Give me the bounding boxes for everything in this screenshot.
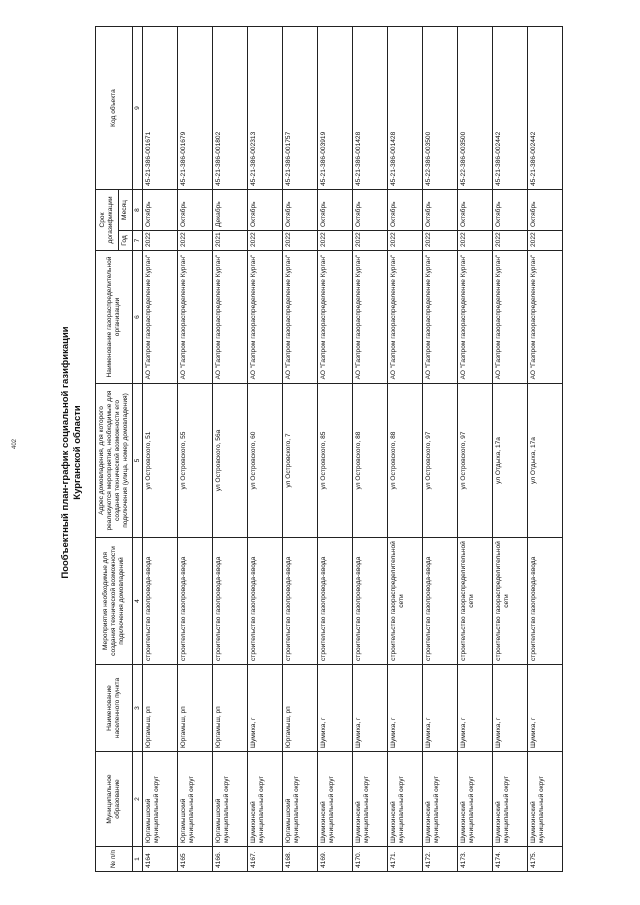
cell-settlement: Шумиха, г (248, 665, 283, 752)
cell-num: 4172. (423, 847, 458, 872)
table-row (353, 27, 388, 872)
cell-settlement: Юргамыш, рп (283, 665, 318, 752)
cell-code: 45-21-386-001802 (213, 27, 248, 190)
cell-activity: строительство газораспределительной сети (493, 538, 528, 665)
page-number: 402 (12, 439, 18, 450)
table-row (423, 27, 458, 872)
header-municipality: Муниципальное образование (96, 752, 133, 847)
cell-settlement: Шумиха, г (528, 665, 563, 752)
cell-year: 2022 (318, 231, 353, 251)
col-number: 5 (133, 384, 143, 538)
cell-municipality: Шумихинский муниципальный округ (318, 752, 353, 847)
cell-num: 4171. (388, 847, 423, 872)
cell-org: АО "Газпром газораспределение Курган" (248, 251, 283, 384)
cell-month: Октябрь (423, 190, 458, 231)
cell-municipality: Шумихинский муниципальный округ (493, 752, 528, 847)
page-title (60, 0, 84, 905)
cell-year: 2022 (528, 231, 563, 251)
gasification-table (95, 26, 563, 872)
cell-municipality: Юргамышский муниципальный округ (213, 752, 248, 847)
cell-address: ул Отдыха, 17а (528, 384, 563, 538)
cell-month: Октябрь (248, 190, 283, 231)
cell-org: АО "Газпром газораспределение Курган" (318, 251, 353, 384)
cell-address: ул Островского, 88 (388, 384, 423, 538)
cell-activity: строительство газопровода-ввода (528, 538, 563, 665)
cell-code: 45-21-386-001757 (283, 27, 318, 190)
cell-code: 45-21-386-003919 (318, 27, 353, 190)
cell-activity: строительство газопровода-ввода (353, 538, 388, 665)
column-number-row (133, 27, 143, 872)
header-term: Срок догазификации (96, 190, 119, 251)
cell-settlement: Шумиха, г (493, 665, 528, 752)
cell-settlement: Юргамыш, рп (143, 665, 178, 752)
cell-org: АО "Газпром газораспределение Курган" (353, 251, 388, 384)
title-line-2: Курганской области (72, 405, 83, 500)
cell-code: 45-21-386-001671 (143, 27, 178, 190)
cell-num: 4170. (353, 847, 388, 872)
cell-address: ул Островского, 97 (458, 384, 493, 538)
cell-code: 45-21-386-002442 (493, 27, 528, 190)
cell-org: АО "Газпром газораспределение Курган" (213, 251, 248, 384)
cell-num: 4174. (493, 847, 528, 872)
table-row (283, 27, 318, 872)
cell-address: ул Островского, 55 (178, 384, 213, 538)
cell-org: АО "Газпром газораспределение Курган" (388, 251, 423, 384)
cell-num: 4164 (143, 847, 178, 872)
col-number: 9 (133, 27, 143, 190)
cell-municipality: Шумихинский муниципальный округ (528, 752, 563, 847)
cell-org: АО "Газпром газораспределение Курган" (458, 251, 493, 384)
cell-org: АО "Газпром газораспределение Курган" (178, 251, 213, 384)
col-number: 3 (133, 665, 143, 752)
cell-address: ул Островского, 97 (423, 384, 458, 538)
cell-address: ул Островского, 88 (353, 384, 388, 538)
cell-num: 4168. (283, 847, 318, 872)
cell-settlement: Шумиха, г (318, 665, 353, 752)
col-number: 1 (133, 847, 143, 872)
cell-address: ул Островского, 60 (248, 384, 283, 538)
header-activity: Мероприятия необходимые для создания технической возможности подключения домовладений (96, 538, 133, 665)
table-row (248, 27, 283, 872)
cell-activity: строительство газораспределительной сети (458, 538, 493, 665)
header-code: Код объекта (96, 27, 133, 190)
cell-year: 2022 (248, 231, 283, 251)
col-number: 2 (133, 752, 143, 847)
table-row (493, 27, 528, 872)
cell-address: ул Островского, 56а (213, 384, 248, 538)
cell-year: 2022 (423, 231, 458, 251)
cell-num: 4166. (213, 847, 248, 872)
cell-code: 45-21-386-002313 (248, 27, 283, 190)
cell-year: 2022 (458, 231, 493, 251)
cell-year: 2022 (353, 231, 388, 251)
cell-activity: строительство газораспределительной сети (388, 538, 423, 665)
header-org: Наименование газораспределительной организации (96, 251, 133, 384)
cell-activity: строительство газопровода-ввода (178, 538, 213, 665)
header-settlement: Наименование населенного пункта (96, 665, 133, 752)
table-row (388, 27, 423, 872)
cell-month: Октябрь (493, 190, 528, 231)
cell-year: 2022 (178, 231, 213, 251)
header-address: Адрес домовладения, для которого реализуются мероприятия, необходимые для создания технической возможности его подключения (улица, номер домовладения) (96, 384, 133, 538)
col-number: 8 (133, 190, 143, 231)
cell-month: Октябрь (528, 190, 563, 231)
table-row (528, 27, 563, 872)
col-number: 6 (133, 251, 143, 384)
cell-year: 2022 (143, 231, 178, 251)
cell-activity: строительство газопровода-ввода (283, 538, 318, 665)
cell-org: АО "Газпром газораспределение Курган" (423, 251, 458, 384)
cell-municipality: Шумихинский муниципальный округ (423, 752, 458, 847)
cell-address: ул Отдыха, 17а (493, 384, 528, 538)
cell-municipality: Юргамышский муниципальный округ (143, 752, 178, 847)
table-row (213, 27, 248, 872)
cell-activity: строительство газопровода-ввода (248, 538, 283, 665)
cell-settlement: Шумиха, г (458, 665, 493, 752)
cell-month: Октябрь (353, 190, 388, 231)
cell-address: ул Островского, 85 (318, 384, 353, 538)
col-number: 7 (133, 231, 143, 251)
cell-code: 45-22-386-003500 (423, 27, 458, 190)
table-row (143, 27, 178, 872)
header-year: Год (118, 231, 132, 251)
cell-code: 45-22-386-003500 (458, 27, 493, 190)
cell-month: Октябрь (283, 190, 318, 231)
cell-settlement: Юргамыш, рп (213, 665, 248, 752)
cell-settlement: Шумиха, г (423, 665, 458, 752)
cell-address: ул Островского, 51 (143, 384, 178, 538)
cell-month: Октябрь (458, 190, 493, 231)
cell-code: 45-21-386-001428 (353, 27, 388, 190)
cell-month: Октябрь (143, 190, 178, 231)
cell-activity: строительство газопровода-ввода (143, 538, 178, 665)
title-line-1: Пообъектный план-график социальной газификации (60, 326, 71, 579)
cell-month: Декабрь (213, 190, 248, 231)
cell-activity: строительство газопровода-ввода (318, 538, 353, 665)
cell-year: 2021 (213, 231, 248, 251)
cell-municipality: Юргамышский муниципальный округ (283, 752, 318, 847)
cell-num: 4173. (458, 847, 493, 872)
cell-num: 4165 (178, 847, 213, 872)
table-row (178, 27, 213, 872)
cell-code: 45-21-386-001679 (178, 27, 213, 190)
cell-municipality: Шумихинский муниципальный округ (458, 752, 493, 847)
cell-org: АО "Газпром газораспределение Курган" (143, 251, 178, 384)
cell-municipality: Шумихинский муниципальный округ (353, 752, 388, 847)
cell-activity: строительство газопровода-ввода (423, 538, 458, 665)
col-number: 4 (133, 538, 143, 665)
cell-municipality: Шумихинский муниципальный округ (248, 752, 283, 847)
cell-year: 2022 (283, 231, 318, 251)
cell-municipality: Юргамышский муниципальный округ (178, 752, 213, 847)
table-row (458, 27, 493, 872)
cell-municipality: Шумихинский муниципальный округ (388, 752, 423, 847)
cell-settlement: Юргамыш, рп (178, 665, 213, 752)
cell-settlement: Шумиха, г (388, 665, 423, 752)
cell-code: 45-21-386-001428 (388, 27, 423, 190)
cell-activity: строительство газопровода-ввода (213, 538, 248, 665)
cell-org: АО "Газпром газораспределение Курган" (283, 251, 318, 384)
header-month: Месяц (118, 190, 132, 231)
cell-code: 45-21-386-002442 (528, 27, 563, 190)
cell-num: 4175. (528, 847, 563, 872)
cell-year: 2022 (493, 231, 528, 251)
cell-year: 2022 (388, 231, 423, 251)
cell-num: 4167. (248, 847, 283, 872)
cell-month: Октябрь (178, 190, 213, 231)
cell-settlement: Шумиха, г (353, 665, 388, 752)
cell-month: Октябрь (318, 190, 353, 231)
cell-address: ул Островского, 7 (283, 384, 318, 538)
table-row (318, 27, 353, 872)
cell-num: 4169. (318, 847, 353, 872)
cell-org: АО "Газпром газораспределение Курган" (493, 251, 528, 384)
header-num: № п/п (96, 847, 133, 872)
cell-org: АО "Газпром газораспределение Курган" (528, 251, 563, 384)
cell-month: Октябрь (388, 190, 423, 231)
